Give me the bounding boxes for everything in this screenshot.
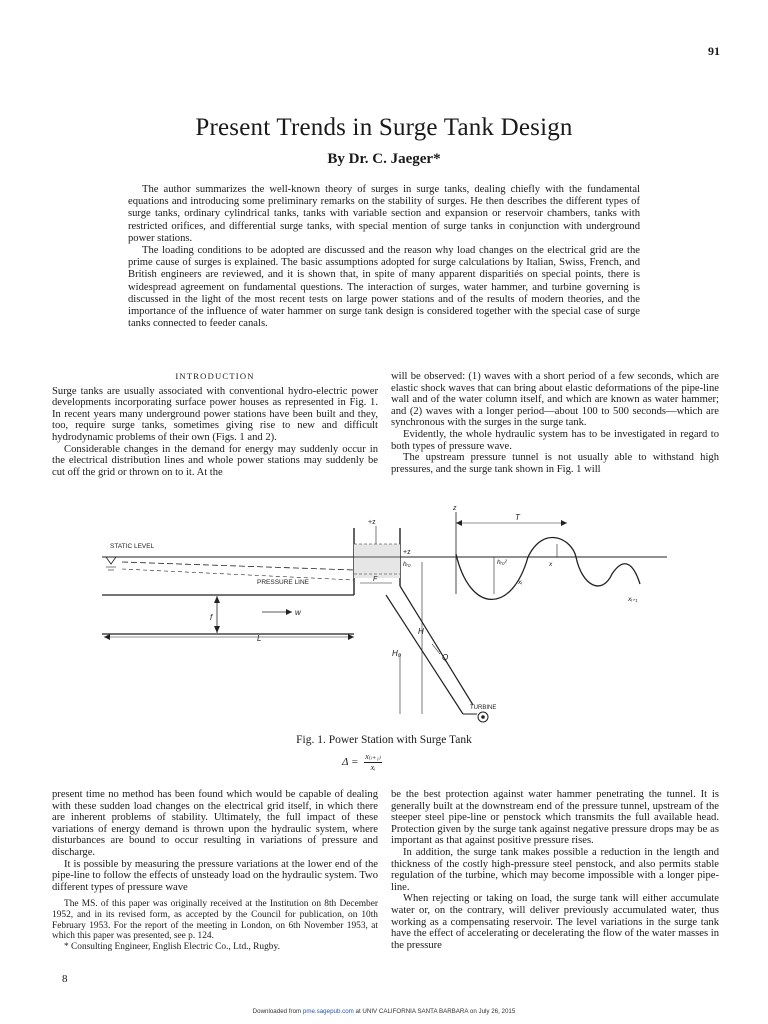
formula-lhs: Δ =: [342, 756, 359, 769]
svg-text:L: L: [257, 634, 262, 643]
abstract-paragraph: The author summarizes the well-known theory of surges in surge tanks, dealing chiefly with the fundamental equations and introducing some preliminary remarks on the stability of surges. He then describes the different types of surge tanks, ordinary cylindrical tanks, tanks with variable section and expansion or reservoir chambers, tanks with restricted orifices, and differential surge tanks, with special mention of surge tanks in conjunction with underground power stations.: [128, 184, 640, 244]
download-notice: Downloaded from pme.sagepub.com at UNIV CALIFORNIA SANTA BARBARA on July 26, 2015: [252, 1008, 516, 1015]
column-right-top: [391, 371, 719, 475]
svg-text:F: F: [373, 576, 378, 583]
paper-title: Present Trends in Surge Tank Design: [195, 114, 573, 141]
body-paragraph: will be observed: (1) waves with a short period of a few seconds, which are elastic shock waves that can bring about elastic deformations of the pipe-line wall and of the water column itself, and which are known as water hammer; and (2) waves with a longer period—about 100 to 500 seconds—which are synchronous with the surges in the surge tank.: [391, 371, 719, 429]
column-left-bottom: [52, 789, 378, 952]
body-paragraph: present time no method has been found which would be capable of dealing with these sudden load changes on the electrical grid itself, in which there are inherent problems of stability. Ultimately, the full impact of these variations of energy demand is thrown upon the hydraulic system, where disturbances are bound to occur resulting in variations of pressure and discharge.: [52, 789, 378, 858]
body-paragraph: Surge tanks are usually associated with conventional hydro-electric power developments incorporating surface power houses as represented in Fig. 1. In recent years many underground power stations have been built and they, too, require surge tanks, sometimes giving rise to new and difficult hydrodynamic problems of their own (Figs. 1 and 2).: [52, 385, 378, 443]
figure-surge-tank-diagram: [92, 504, 692, 730]
svg-text:hᵣ₀²: hᵣ₀²: [497, 559, 507, 566]
svg-text:+z: +z: [403, 549, 411, 556]
turbine-label: TURBINE: [470, 705, 497, 711]
surge-oscillation-curve: [456, 537, 640, 599]
static-level-label: STATIC LEVEL: [110, 543, 155, 550]
body-paragraph: Considerable changes in the demand for energy may suddenly occur in the electrical distribution lines and whole power stations may suddenly be cut off the grid or thrown on to it. At the: [52, 443, 378, 478]
svg-text:xᵢ: xᵢ: [518, 579, 523, 586]
abstract: [128, 184, 640, 330]
svg-text:z: z: [453, 505, 457, 512]
svg-text:Q: Q: [442, 653, 449, 662]
body-paragraph: be the best protection against water hammer penetrating the tunnel. It is generally built at the downstream end of the pressure tunnel, upstream of the steeper steel pipe-line or penstock which transmits the full available head. Protection given by the surge tank against negative pressure drops may be as important as that against positive pressure rises.: [391, 789, 719, 847]
column-left-top: [52, 371, 378, 478]
page-number: 91: [708, 44, 720, 58]
static-level-marker: [106, 557, 116, 564]
author-line: By Dr. C. Jaeger*: [327, 151, 441, 167]
download-link[interactable]: pme.sagepub.com: [302, 1008, 354, 1015]
footnotes: [52, 899, 378, 952]
footnote: * Consulting Engineer, English Electric Co., Ltd., Rugby.: [64, 941, 280, 952]
formula-fraction: [364, 752, 382, 773]
figure-caption: Fig. 1. Power Station with Surge Tank: [296, 734, 472, 746]
svg-text:f: f: [210, 613, 213, 622]
svg-text:+z: +z: [368, 519, 376, 526]
svg-text:H: H: [418, 627, 424, 636]
body-paragraph: In addition, the surge tank makes possible a reduction in the length and thickness of the costly high-pressure steel penstock, and also permits stable regulation of the turbine, which may become impossible with a longer pipe-line.: [391, 846, 719, 893]
body-paragraph: When rejecting or taking on load, the surge tank will either accumulate water or, on the contrary, will deliver previously accumulated water, thus working as a compensating reservoir. The level variations in the surge tank have the effect of accelerating or decelerating the flow of the water masses in the pressure: [391, 893, 719, 951]
page-footer-number: 8: [62, 973, 68, 985]
formula-numerator: x₍ᵢ₊₁₎: [365, 752, 381, 761]
footnote: The MS. of this paper was originally received at the Institution on 8th December 1952, and in its revised form, as accepted by the Council for publication, on 10th February 1953. For the report of the meeting in London, on 6th November 1953, at which this paper was presented, see p. 124.: [52, 899, 378, 942]
body-paragraph: The upstream pressure tunnel is not usually able to withstand high pressures, and the surge tank shown in Fig. 1 will: [391, 452, 719, 475]
svg-text:xᵢ₊₁: xᵢ₊₁: [628, 596, 638, 603]
svg-text:w: w: [295, 608, 301, 617]
body-paragraph: It is possible by measuring the pressure variations at the lower end of the pipe-line to follow the effects of unsteady load on the hydraulic system. Two different types of pressure wave: [52, 858, 378, 893]
svg-text:T: T: [515, 513, 520, 522]
svg-text:hᵣ₀: hᵣ₀: [403, 561, 411, 568]
abstract-paragraph: The loading conditions to be adopted are discussed and the reason why load changes on the electrical grid are the prime cause of surges is explained. The basic assumptions adopted for surge calculations by Italian, Swiss, French, and British engineers are reviewed, and it is shown that, in spite of many apparent disparitiés on special points, there is widespread agreement on fundamental questions. The interaction of surges, water hammer, and turbine governing is discussed in the light of the most recent tests on large power stations and of the results of modern theories, and the importance of the influence of water hammer on surge tank design is considered together with the special case of surge tanks connected to feeder canals.: [128, 245, 640, 330]
svg-text:x: x: [549, 561, 553, 568]
damping-formula: [342, 752, 382, 773]
svg-text:H₀: H₀: [392, 649, 402, 658]
formula-denominator: xᵢ: [370, 763, 376, 772]
column-right-bottom: [391, 789, 719, 951]
body-paragraph: Evidently, the whole hydraulic system has to be investigated in regard to both types of pressure wave.: [391, 428, 719, 452]
penstock-upper: [400, 586, 473, 705]
pressure-line: [122, 562, 354, 570]
pressure-line-label: PRESSURE LINE: [257, 579, 310, 586]
section-heading: INTRODUCTION: [175, 371, 255, 381]
